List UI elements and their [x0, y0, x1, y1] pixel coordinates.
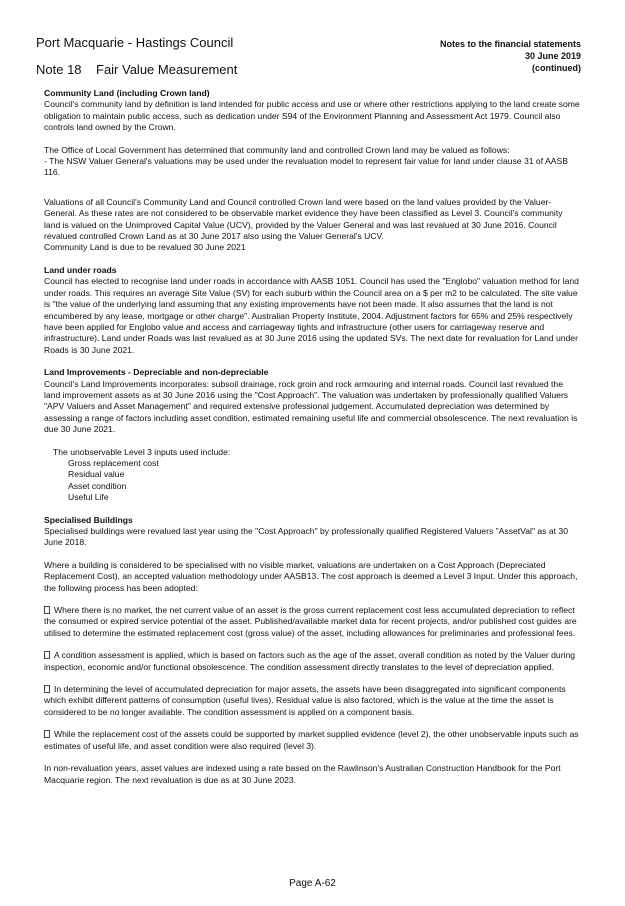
list-item: Residual value — [68, 469, 125, 480]
bullet-paragraph — [44, 605, 581, 639]
bullet-text: A condition assessment is applied, which is based on factors such as the age of the asset, overall condition as noted by the Valuer during inspection, economic and/or functional obsolescence. The condition assessment directly translates to the level of depreciation applied. — [44, 650, 576, 672]
section-heading-land-improvements: Land Improvements - Depreciable and non-depreciable — [44, 367, 269, 378]
note-title: Fair Value Measurement — [96, 62, 238, 77]
paragraph: Specialised buildings were revalued last year using the "Cost Approach" by professionally qualified Registered Valuers "AssetVal" as at 30 June 2018. — [44, 526, 568, 548]
list-item: Asset condition — [68, 480, 127, 491]
paragraph: The Office of Local Government has determined that community land and controlled Crown land may be valued as follows: — [44, 144, 510, 155]
page-number: Page A-62 — [289, 878, 336, 889]
paragraph: Council's Land Improvements incorporates: subsoil drainage, rock groin and rock armouring and internal roads. Council last revalued the land improvement assets as at 30 June 2016 using the "Cost Approach". The valuation was undertaken by professionally qualified Valuers "APV Valuers and Asset Management" and required extensive professional judgement. Accumulated depreciation was determined by assessing a range of factors including asset condition, estimated remaining useful life and commercial obsolescence. The next revaluation is due 30 June 2021. — [44, 378, 578, 435]
header-date: 30 June 2019 — [524, 51, 581, 61]
paragraph: Valuations of all Council's Community Land and Council controlled Crown land were based on the land values provided by the Valuer-General. As these rates are not considered to be observable market evidence they have been classified as Level 3. Council's community land is valued on the Unimproved Capital Value (UCV), provided by the Valuer General and was last revalued at 30 June 2016. Council revalued controlled Crown Land as at 30 June 2017 also using the Valuer General's UCV. — [44, 196, 563, 242]
bullet-paragraph — [44, 684, 581, 718]
note-heading — [36, 62, 237, 77]
bullet-paragraph — [44, 650, 581, 673]
paragraph: - The NSW Valuer General's valuations may be used under the revaluation model to represent fair value for land under clause 31 of AASB 116. — [44, 156, 568, 178]
bullet-text: While the replacement cost of the assets could be supported by market supplied evidence (level 2), the other unobservable inputs such as estimates of useful life, and asset condition were also required (level 3). — [44, 729, 579, 751]
header-continued: (continued) — [532, 63, 581, 73]
paragraph: In non-revaluation years, asset values are indexed using a rate based on the Rawlinson's Australian Construction Handbook for the Port Macquarie region. The next revaluation is due as at 30 June 2023. — [44, 763, 561, 785]
bullet-box-icon — [44, 651, 50, 659]
list-item: Useful Life — [68, 492, 109, 503]
header-notes-label: Notes to the financial statements — [439, 39, 581, 49]
bullet-text: Where there is no market, the net current value of an asset is the gross current replacement cost less accumulated depreciation to reflect the consumed or expired service potential of the asset. Published/available market data for recent projects, and/or published cost guides are utilised to determine the estimated replacement cost (gross value) of the asset, including allowances for preliminaries and professional fees. — [44, 605, 577, 638]
bullet-box-icon — [44, 730, 50, 738]
org-name: Port Macquarie - Hastings Council — [36, 35, 234, 50]
paragraph: Community Land is due to be revalued 30 June 2021 — [44, 242, 246, 253]
bullet-paragraph — [44, 729, 581, 752]
paragraph: Council has elected to recognise land under roads in accordance with AASB 1051. Council has used the "Englobo" valuation method for land under roads. This requires an average Site Value (SV) for each suburb within the Council area on a $ per m2 to be calculated. The site value is "the value of the underlying land assuming that any existing improvements have not been made. It also assumes that the land is not encumbered by any lease, mortgage or other charge". Australian Property Institute, 2004. Adjustment factors for 65% and 25% respectively have been applied for Englobo value and access and carriageway tights and infrastructure (other users for carriageway reserve and infrastructure). Land under Roads was last revalued as at 30 June 2016 using the updated SVs. The next date for revaluation for Land under Roads is 30 June 2021. — [44, 276, 579, 355]
section-heading-specialised-buildings: Specialised Buildings — [44, 514, 133, 525]
header-notes-block — [341, 38, 581, 74]
bullet-text: In determining the level of accumulated depreciation for major assets, the assets have been disaggregated into significant components which exhibit different patterns of consumption (useful lives). Residual value is also factored, which is the value at the time the asset is considered to be no longer available. The condition assessment is applied on a component basis. — [44, 684, 566, 717]
list-intro: The unobservable Level 3 inputs used include: — [53, 446, 231, 457]
paragraph: Where a building is considered to be specialised with no visible market, valuations are undertaken on a Cost Approach (Depreciated Replacement Cost), an accepted valuation methodology under AASB13. The cost approach is deemed a Level 3 Input. Under this approach, the following process has been adopted: — [44, 559, 578, 593]
section-heading-land-under-roads: Land under roads — [44, 264, 117, 275]
note-number: Note 18 — [36, 62, 82, 77]
bullet-box-icon — [44, 685, 50, 693]
note-body — [44, 88, 581, 786]
bullet-box-icon — [44, 606, 50, 614]
level3-inputs-list — [44, 447, 581, 504]
list-item: Gross replacement cost — [68, 457, 159, 468]
paragraph: Council's community land by definition is land intended for public access and use or where other restrictions applying to the land create some obligation to maintain public access, such as dedication under S94 of the Environment Planning and Assessment Act 1979. Council also controls land owned by the Crown. — [44, 99, 580, 133]
section-heading-community-land: Community Land (including Crown land) — [44, 88, 210, 98]
